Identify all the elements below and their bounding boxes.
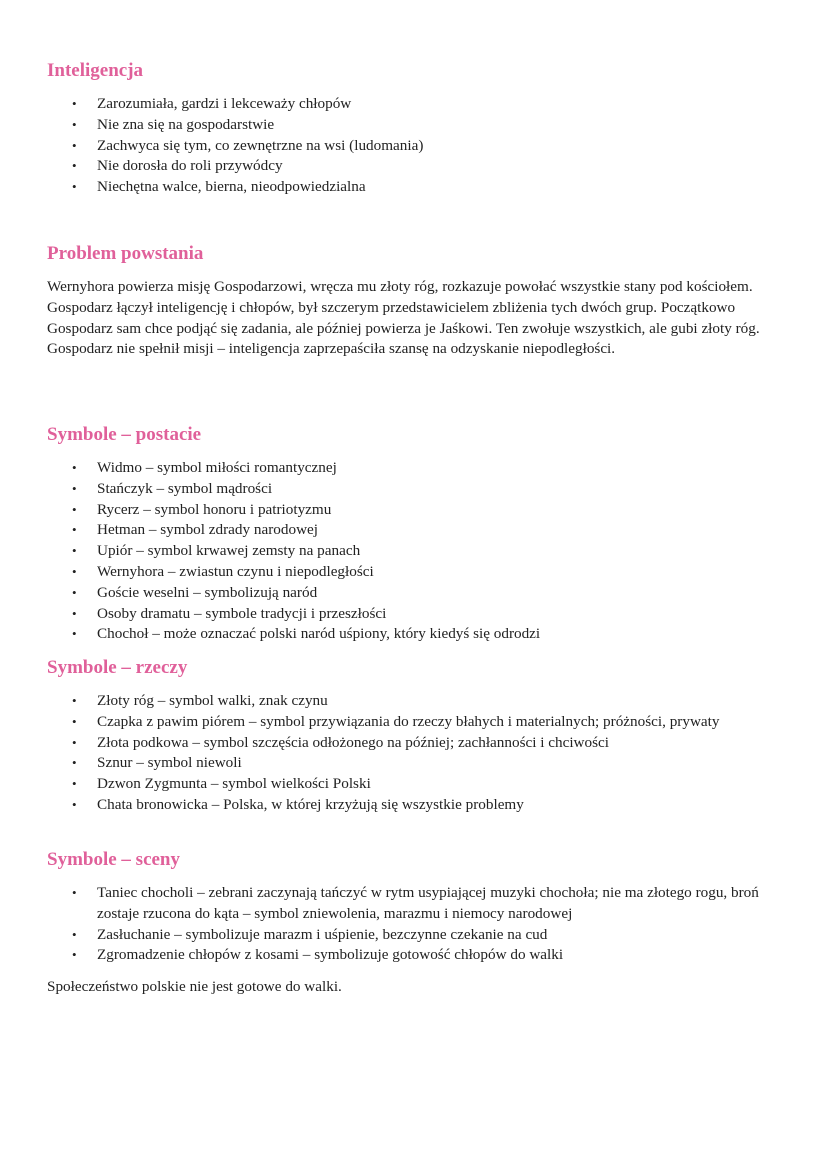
bullet-icon: • — [72, 947, 77, 963]
bullet-icon: • — [72, 755, 77, 771]
bullet-icon: • — [72, 584, 77, 600]
list-item — [47, 712, 787, 733]
list-item-text: Stańczyk – symbol mądrości — [97, 479, 273, 497]
list-item — [47, 479, 787, 500]
list-item — [47, 925, 787, 946]
paragraph-powstanie: Wernyhora powierza misję Gospodarzowi, wręcza mu złoty róg, rozkazuje powołać wszystkie stany pod kościołem. Gospodarz łączył inteligencję i chłopów, był szczerym przedstawicielem zbliżenia tych dwóch grup. Początkowo Gospodarz sam chce podjąć się zadania, ale później powierza je Jaśkowi. Ten zwołuje wszystkich, ale gubi złoty róg. Gospodarz nie spełnił misji – inteligencja zaprzepaściła szansę na odzyskanie niepodległości. — [47, 278, 760, 358]
list-item-text: Nie dorosła do roli przywódcy — [97, 157, 283, 175]
section-title-powstanie: Problem powstania — [47, 243, 204, 264]
bullet-icon: • — [72, 734, 77, 750]
list-item — [47, 156, 787, 177]
section-title-sceny: Symbole – sceny — [47, 849, 180, 870]
bullet-icon: • — [72, 96, 77, 111]
list-item — [47, 500, 787, 521]
list-item-text: Goście weselni – symbolizują naród — [97, 583, 318, 601]
list-item-text: Czapka z pawim piórem – symbol przywiązania do rzeczy błahych i materialnych; próżności, prywaty — [97, 712, 720, 730]
list-item — [47, 583, 787, 604]
bullet-icon: • — [72, 522, 77, 538]
list-item — [47, 115, 787, 136]
bullet-icon: • — [72, 116, 77, 132]
list-item-text: Zachwyca się tym, co zewnętrzne na wsi (ludomania) — [97, 136, 424, 154]
list-item-text: Dzwon Zygmunta – symbol wielkości Polski — [97, 775, 371, 793]
list-item-text: Zarozumiała, gardzi i lekceważy chłopów — [97, 95, 352, 112]
section-title-postacie: Symbole – postacie — [47, 424, 202, 445]
list-item-text: Taniec chocholi – zebrani zaczynają tańczyć w rytm usypiającej muzyki chochoła; nie ma złotego rogu, broń zostaje rzucona do kąta – symbol zniewolenia, marazmu i niemocy narodowej — [97, 884, 759, 922]
bullet-icon: • — [72, 713, 77, 729]
list-item — [47, 94, 787, 115]
bullet-icon: • — [72, 137, 77, 153]
bullet-icon: • — [72, 543, 77, 559]
bullet-icon: • — [72, 796, 77, 812]
list-item-text: Osoby dramatu – symbole tradycji i przeszłości — [97, 604, 387, 622]
list-item — [47, 774, 787, 795]
list-item-text: Rycerz – symbol honoru i patriotyzmu — [97, 500, 332, 518]
list-item — [47, 562, 787, 583]
bullet-icon: • — [72, 563, 77, 579]
section-title-inteligencja: Inteligencja — [47, 60, 144, 81]
list-item-text: Hetman – symbol zdrady narodowej — [97, 521, 319, 539]
list-item — [47, 733, 787, 754]
list-item — [47, 458, 787, 479]
list-item — [47, 520, 787, 541]
list-item-text: Upiór – symbol krwawej zemsty na panach — [97, 542, 361, 560]
bullet-icon: • — [72, 693, 77, 708]
list-item-text: Sznur – symbol niewoli — [97, 754, 242, 772]
list-item-text: Złoty róg – symbol walki, znak czynu — [97, 692, 328, 709]
bullet-icon: • — [72, 460, 77, 475]
list-item — [47, 945, 787, 966]
list-item — [47, 541, 787, 562]
list-item-text: Zgromadzenie chłopów z kosami – symbolizuje gotowość chłopów do walki — [97, 946, 564, 964]
bullet-icon: • — [72, 605, 77, 621]
list-rzeczy — [47, 691, 787, 816]
bullet-icon: • — [72, 626, 77, 642]
list-inteligencja — [47, 94, 787, 198]
bullet-icon: • — [72, 501, 77, 517]
list-item-text: Zasłuchanie – symbolizuje marazm i uśpienie, bezczynne czekanie na cud — [97, 925, 548, 943]
list-item-text: Niechętna walce, bierna, nieodpowiedzialna — [97, 178, 366, 196]
list-item-text: Chata bronowicka – Polska, w której krzyżują się wszystkie problemy — [97, 795, 524, 813]
bullet-icon: • — [72, 480, 77, 496]
section-title-rzeczy: Symbole – rzeczy — [47, 657, 188, 678]
bullet-icon: • — [72, 885, 77, 900]
list-item — [47, 177, 787, 198]
list-item — [47, 624, 787, 645]
list-postacie — [47, 458, 787, 645]
bullet-icon: • — [72, 179, 77, 195]
list-item — [47, 883, 787, 925]
list-item — [47, 795, 787, 816]
bullet-icon: • — [72, 158, 77, 174]
list-item-text: Nie zna się na gospodarstwie — [97, 115, 275, 133]
bullet-icon: • — [72, 926, 77, 942]
list-item — [47, 136, 787, 157]
bullet-icon: • — [72, 776, 77, 792]
conclusion-text: Społeczeństwo polskie nie jest gotowe do walki. — [47, 978, 342, 995]
list-item — [47, 691, 787, 712]
list-item-text: Chochoł – może oznaczać polski naród uśpiony, który kiedyś się odrodzi — [97, 625, 541, 643]
list-item — [47, 604, 787, 625]
list-item — [47, 753, 787, 774]
list-item-text: Złota podkowa – symbol szczęścia odłożonego na później; zachłanności i chciwości — [97, 733, 609, 751]
list-sceny — [47, 883, 787, 966]
list-item-text: Wernyhora – zwiastun czynu i niepodległości — [97, 562, 374, 580]
list-item-text: Widmo – symbol miłości romantycznej — [97, 459, 337, 476]
